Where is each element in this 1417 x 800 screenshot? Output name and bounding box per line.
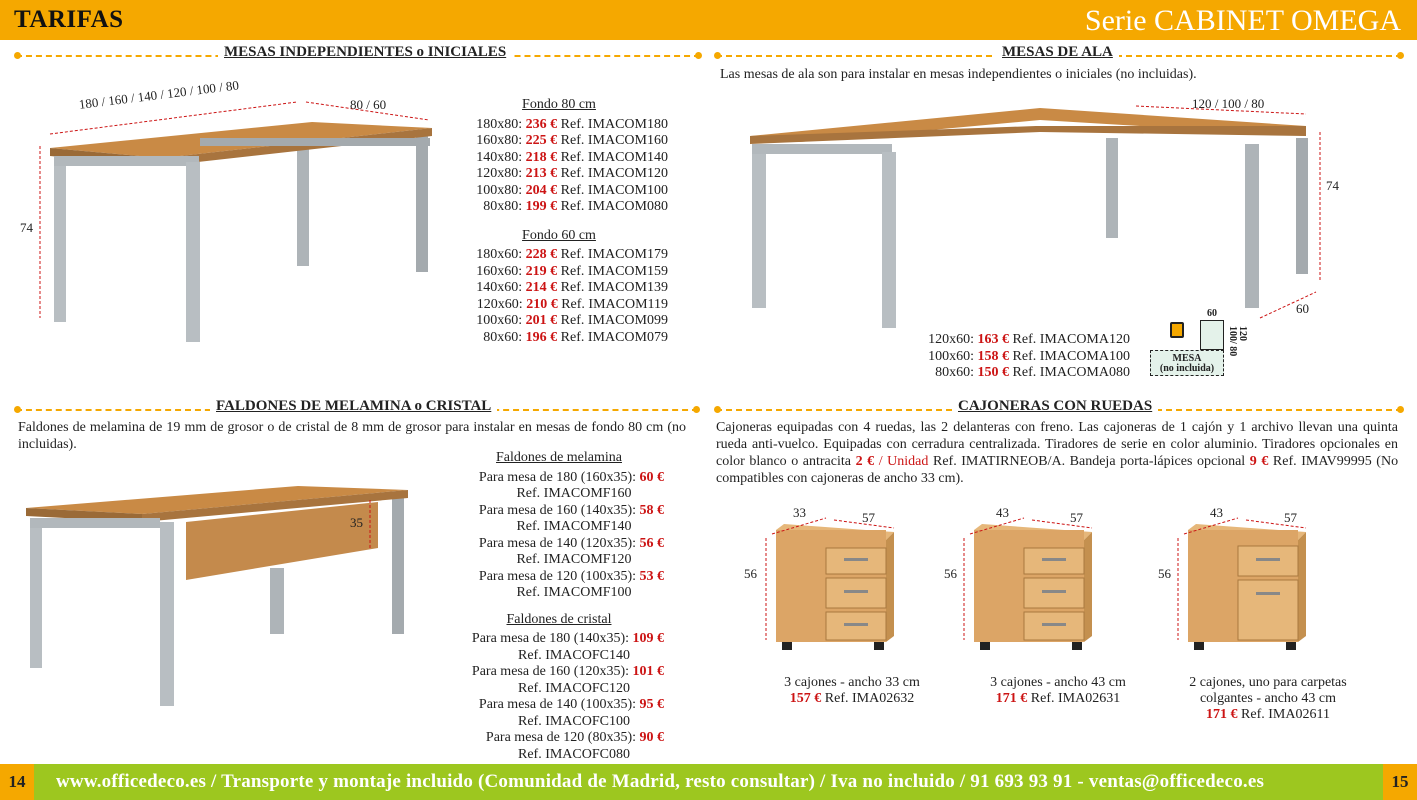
plan-dim-len: 120 100/ 80 xyxy=(1227,326,1248,357)
price-row: 120x80: 213 € Ref. IMACOM120 xyxy=(476,166,668,181)
ala-price-list xyxy=(900,332,1130,382)
pedestal-3-43-illustration xyxy=(958,510,1108,660)
price-row: Para mesa de 160 (140x35): 58 € xyxy=(478,502,664,518)
header-bar xyxy=(0,0,1417,40)
desk-width-dim: 180 / 160 / 140 / 120 / 100 / 80 xyxy=(78,77,240,112)
price-row: 160x60: 219 € Ref. IMACOM159 xyxy=(476,263,668,279)
mesa-label: MESA xyxy=(1172,353,1202,364)
ala-description: Las mesas de ala son para instalar en mesas independientes o iniciales (no incluidas). xyxy=(720,67,1197,82)
pedestal-1-width-dim: 33 xyxy=(793,505,806,520)
price-row: Para mesa de 140 (100x35): 95 € xyxy=(478,697,664,712)
faldon-height-dim: 35 xyxy=(350,515,363,530)
mesa-plan-box xyxy=(1150,350,1224,376)
price-row: 180x60: 228 € Ref. IMACOM179 xyxy=(476,247,668,262)
pedestal-1-height-dim: 56 xyxy=(744,566,757,581)
price-row: 80x80: 199 € Ref. IMACOM080 xyxy=(483,199,668,214)
pedestal-2-height-dim: 56 xyxy=(944,566,957,581)
pedestal-3-depth-dim: 57 xyxy=(1284,510,1297,525)
pedestal-1-caption: 3 cajones - ancho 33 cm 157 € Ref. IMA02632 xyxy=(784,675,920,706)
price-row: 160x80: 225 € Ref. IMACOM160 xyxy=(476,133,668,148)
price-row: Para mesa de 160 (120x35): 101 € xyxy=(471,664,664,679)
cajoneras-description: Cajoneras equipadas con 4 ruedas, las 2 delanteras con freno. Las cajoneras de 1 cajón y 1 archivo llevan una quinta rueda anti-vuelco. Equipadas con cerradura centralizada. Tiradores de serie en color aluminio. Tiradores opcionales en color blanco o antracita 2 € / Unidad Ref. IMATIRNEOB/A. Bandeja porta-lápices opcional 9 € Ref. IMAV99995 (No compatibles con cajoneras de ancho 33 cm). xyxy=(716,420,1399,486)
pedestal-2-caption: 3 cajones - ancho 43 cm 171 € Ref. IMA02631 xyxy=(990,675,1126,706)
ala-length-dim: 120 / 100 / 80 xyxy=(1192,96,1265,111)
price-row: 140x80: 218 € Ref. IMACOM140 xyxy=(476,149,668,165)
price-row: 100x60: 201 € Ref. IMACOM099 xyxy=(476,313,668,328)
page-number-right: 15 xyxy=(1383,764,1417,800)
section-header-mesas xyxy=(16,44,700,66)
group-heading: Faldones de melamina xyxy=(496,450,622,465)
series-title: Serie CABINET OMEGA xyxy=(1084,4,1401,37)
pedestal-3-height-dim: 56 xyxy=(1158,566,1171,581)
price-row: Para mesa de 120 (100x35): 53 € xyxy=(478,568,664,584)
price-row: Para mesa de 180 (140x35): 109 € xyxy=(471,631,664,646)
ref-row: Ref. IMACOFC140 xyxy=(517,647,630,663)
page-number-left: 14 xyxy=(0,764,34,800)
pedestal-1-depth-dim: 57 xyxy=(862,510,875,525)
section-header-faldones xyxy=(16,398,698,420)
pedestal-3-33-illustration xyxy=(760,510,910,660)
ala-plan-diagram xyxy=(1150,308,1260,378)
price-row: Para mesa de 140 (120x35): 56 € xyxy=(478,535,664,551)
footer-bar xyxy=(0,764,1417,800)
ref-row: Ref. IMACOMF140 xyxy=(516,519,632,534)
plan-dim-60: 60 xyxy=(1207,308,1217,319)
no-incluida-label: (no incluida) xyxy=(1159,363,1215,374)
ref-row: Ref. IMACOFC100 xyxy=(517,713,630,729)
section-title-faldones: FALDONES DE MELAMINA o CRISTAL xyxy=(210,398,497,415)
pedestal-3-caption: 2 cajones, uno para carpetas colgantes - ancho 43 cm 171 € Ref. IMA02611 xyxy=(1189,675,1347,722)
faldones-price-list xyxy=(454,450,664,763)
pedestal-2-43-illustration xyxy=(1172,510,1322,660)
desk-depth-dim: 80 / 60 xyxy=(350,97,387,112)
ala-plan-box xyxy=(1200,320,1224,350)
group-heading: Faldones de cristal xyxy=(506,611,612,627)
person-icon xyxy=(1170,322,1184,338)
ref-row: Ref. IMACOMF100 xyxy=(516,585,632,600)
pedestal-2-depth-dim: 57 xyxy=(1070,510,1083,525)
price-row: Para mesa de 120 (80x35): 90 € xyxy=(485,730,664,745)
faldon-illustration xyxy=(22,478,412,708)
price-row: 140x60: 214 € Ref. IMACOM139 xyxy=(476,280,668,295)
price-row: 180x80: 236 € Ref. IMACOM180 xyxy=(476,116,668,132)
section-title-cajoneras: CAJONERAS CON RUEDAS xyxy=(952,398,1158,415)
mesas-price-list xyxy=(450,97,668,346)
price-row: 100x80: 204 € Ref. IMACOM100 xyxy=(476,182,668,198)
ala-height-dim: 74 xyxy=(1326,178,1339,193)
price-row: 100x60: 158 € Ref. IMACOMA100 xyxy=(928,348,1130,364)
faldones-description: Faldones de melamina de 19 mm de grosor o de cristal de 8 mm de grosor para instalar en mesas de fondo 80 cm (no incluidas). xyxy=(18,420,686,452)
price-row: 120x60: 163 € Ref. IMACOMA120 xyxy=(928,332,1130,347)
group-heading: Fondo 60 cm xyxy=(522,227,596,243)
desk-height-dim: 74 xyxy=(20,220,33,235)
price-row: 80x60: 150 € Ref. IMACOMA080 xyxy=(935,365,1130,380)
ref-row: Ref. IMACOMF160 xyxy=(516,486,632,501)
ref-row: Ref. IMACOMF120 xyxy=(516,552,632,567)
price-row: 120x60: 210 € Ref. IMACOM119 xyxy=(476,296,668,312)
pedestal-3-width-dim: 43 xyxy=(1210,505,1223,520)
price-row: 80x60: 196 € Ref. IMACOM079 xyxy=(483,329,668,345)
price-row: Para mesa de 180 (160x35): 60 € xyxy=(478,469,664,485)
ala-depth-dim: 60 xyxy=(1296,301,1309,316)
ref-row: Ref. IMACOFC080 xyxy=(517,746,630,762)
desk-illustration xyxy=(14,90,444,350)
pedestal-2-width-dim: 43 xyxy=(996,505,1009,520)
page-title: TARIFAS xyxy=(14,6,124,33)
section-header-cajoneras xyxy=(716,398,1402,420)
ref-row: Ref. IMACOFC120 xyxy=(517,680,630,696)
ala-desk-illustration xyxy=(740,96,1340,336)
section-title-mesas: MESAS INDEPENDIENTES o INICIALES xyxy=(218,44,512,61)
section-header-ala xyxy=(716,44,1402,66)
section-title-ala: MESAS DE ALA xyxy=(996,44,1119,61)
group-heading: Fondo 80 cm xyxy=(522,97,596,112)
footer-contact-link[interactable]: www.officedeco.es / Transporte y montaje incluido (Comunidad de Madrid, resto consultar) / Iva no incluido / 91 693 93 91 - ventas@officedeco.es xyxy=(56,771,1265,792)
